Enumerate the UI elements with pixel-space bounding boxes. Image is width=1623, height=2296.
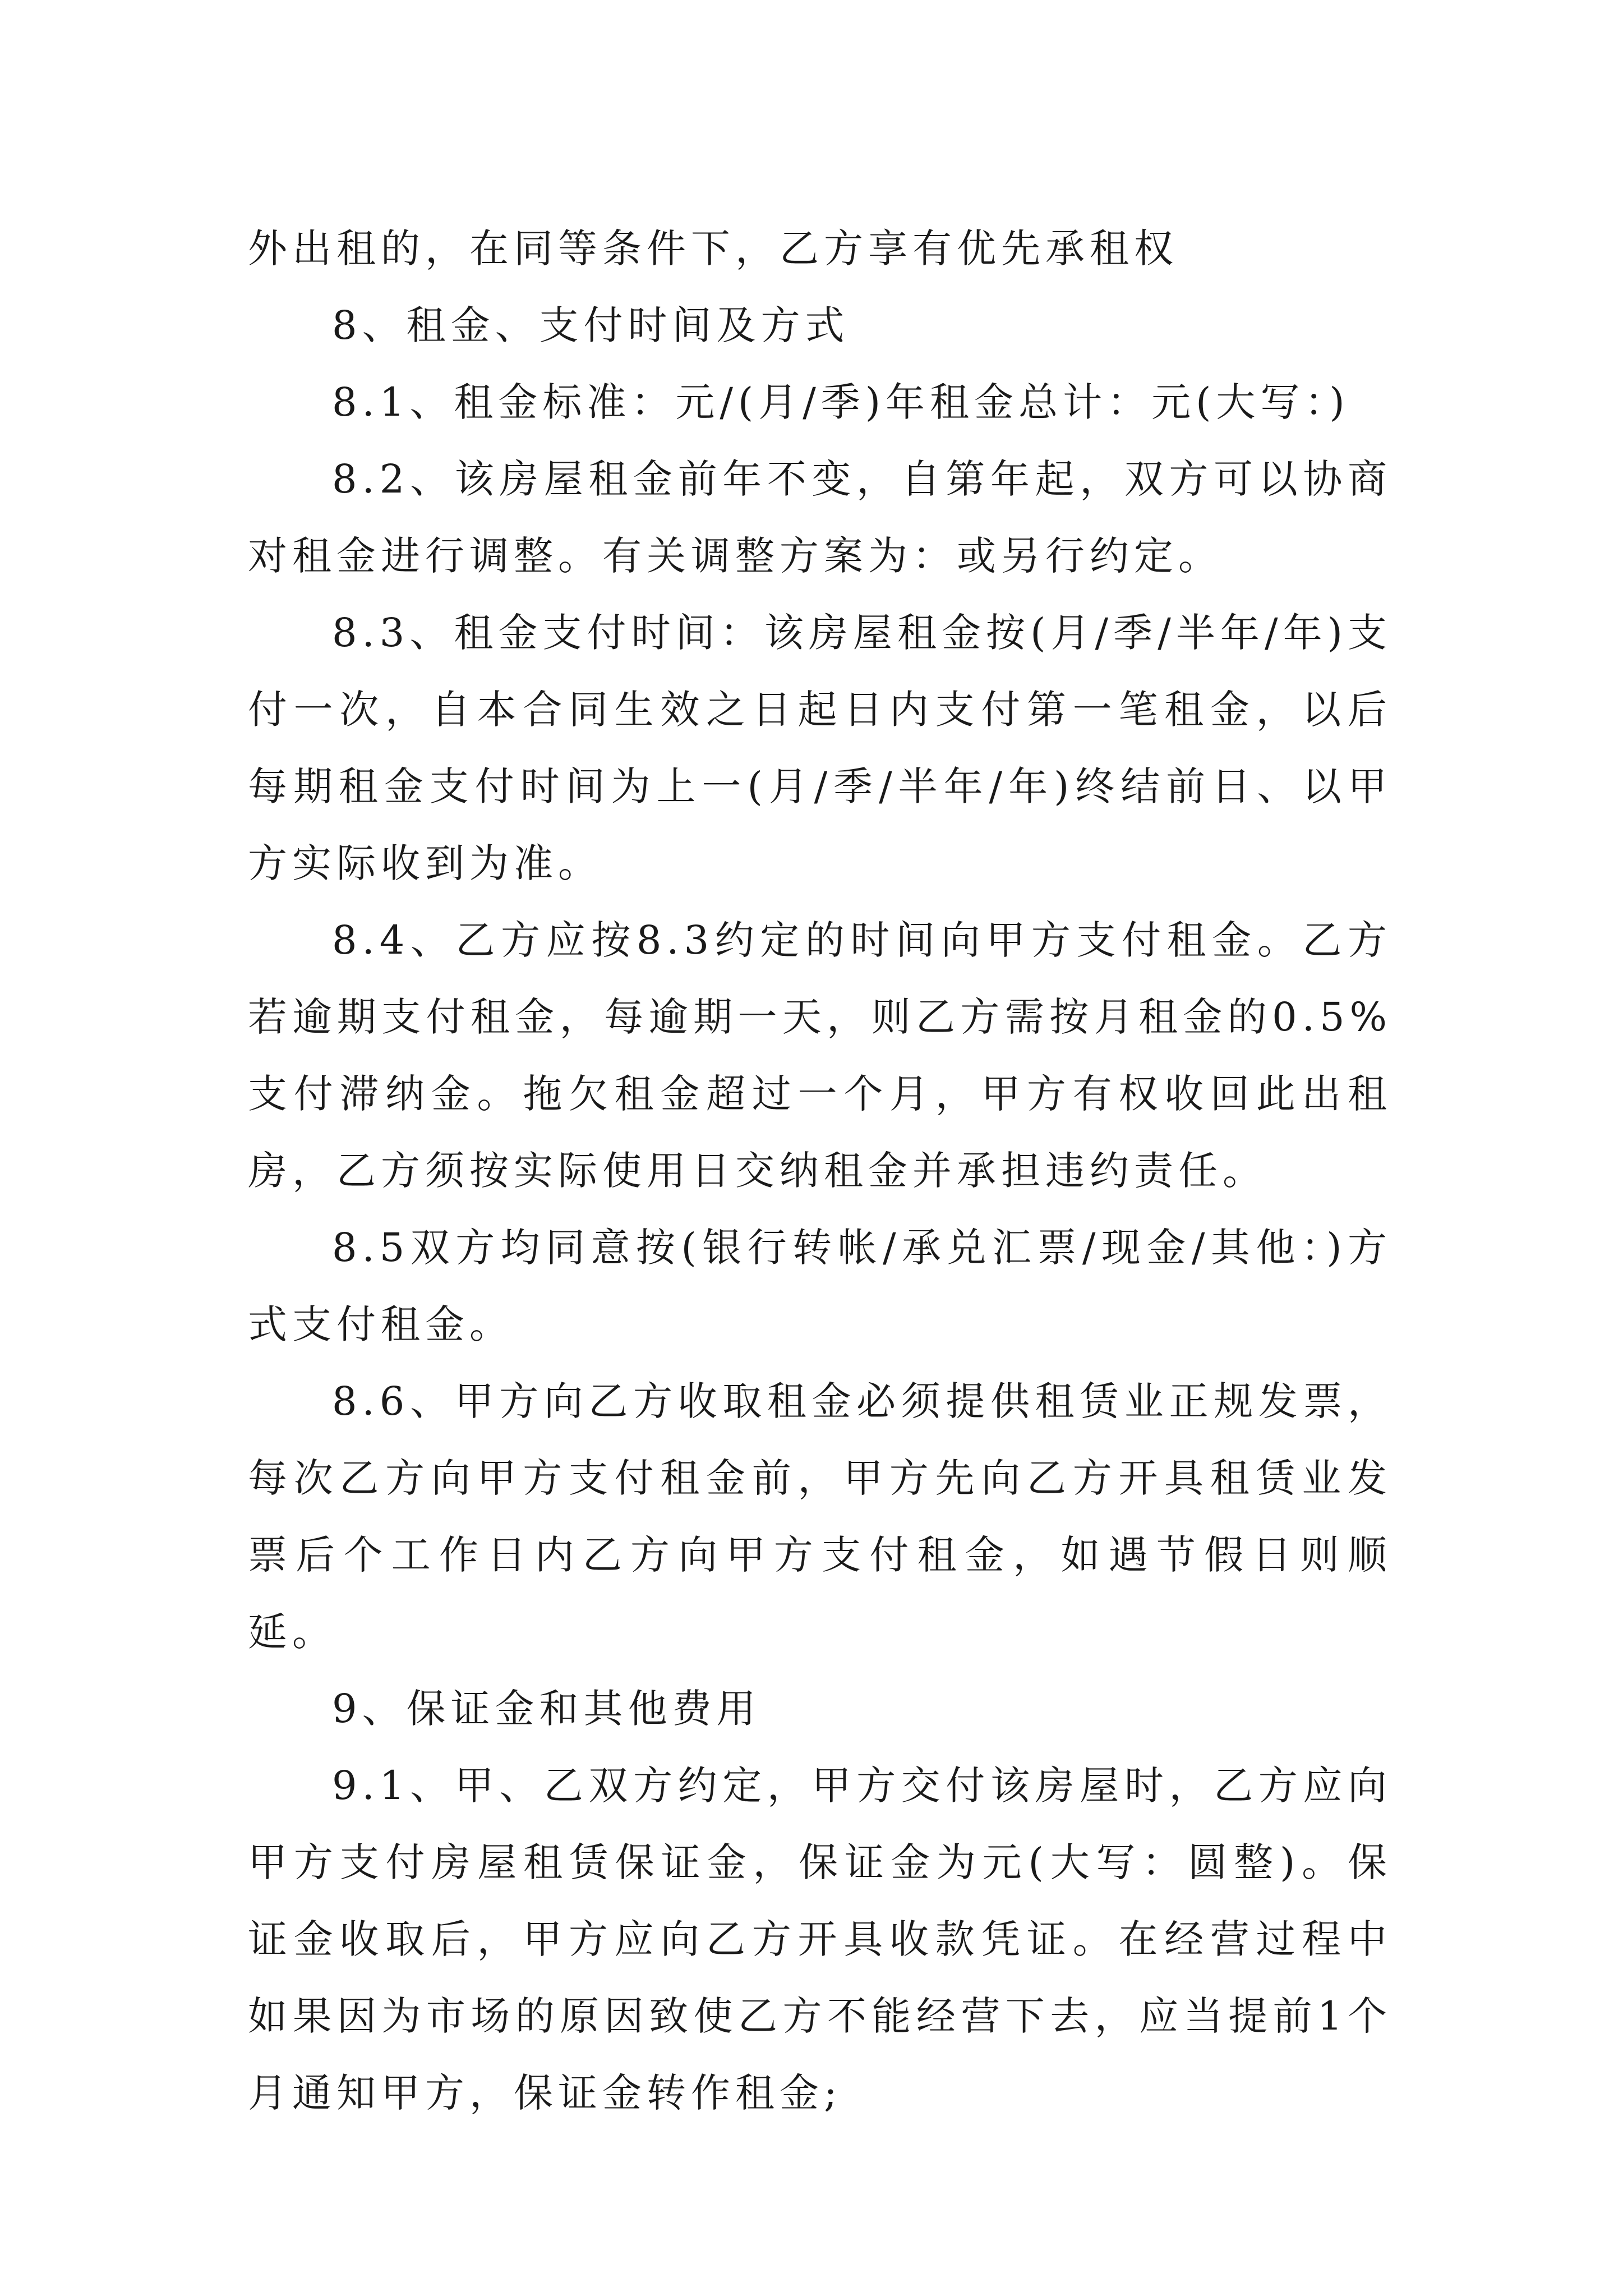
clause-8-2: 8.2、该房屋租金前年不变，自第年起，双方可以协商对租金进行调整。有关调整方案为：或另行约定。 xyxy=(248,456,1392,579)
clause-8-3: 8.3、租金支付时间：该房屋租金按(月/季/半年/年)支付一次，自本合同生效之日起日内支付第一笔租金，以后每期租金支付时间为上一(月/季/半年/年)终结前日、以甲方实际收到为准。 xyxy=(248,610,1392,886)
paragraph-continuation: 外出租的，在同等条件下，乙方享有优先承租权 xyxy=(248,226,1178,272)
clause-8-5: 8.5双方均同意按(银行转帐/承兑汇票/现金/其他：)方式支付租金。 xyxy=(248,1225,1392,1347)
clause-8-1: 8.1、租金标准：元/(月/季)年租金总计：元(大写：) xyxy=(332,379,1350,425)
clause-8-6: 8.6、甲方向乙方收取租金必须提供租赁业正规发票，每次乙方向甲方支付租金前，甲方先向乙方开具租赁业发票后个工作日内乙方向甲方支付租金，如遇节假日则顺延。 xyxy=(248,1378,1392,1655)
section-heading-8: 8、租金、支付时间及方式 xyxy=(332,302,850,348)
clause-8-4: 8.4、乙方应按8.3约定的时间向甲方支付租金。乙方若逾期支付租金，每逾期一天，则乙方需按月租金的0.5%支付滞纳金。拖欠租金超过一个月，甲方有权收回此出租房，乙方须按实际使用日交纳租金并承担违约责任。 xyxy=(248,917,1392,1194)
clause-9-1: 9.1、甲、乙双方约定，甲方交付该房屋时，乙方应向甲方支付房屋租赁保证金，保证金为元(大写：圆整)。保证金收取后，甲方应向乙方开具收款凭证。在经营过程中如果因为市场的原因致使乙方不能经营下去，应当提前1个月通知甲方，保证金转作租金; xyxy=(248,1763,1392,2116)
document-body xyxy=(248,210,1392,2132)
section-heading-9: 9、保证金和其他费用 xyxy=(332,1686,761,1732)
